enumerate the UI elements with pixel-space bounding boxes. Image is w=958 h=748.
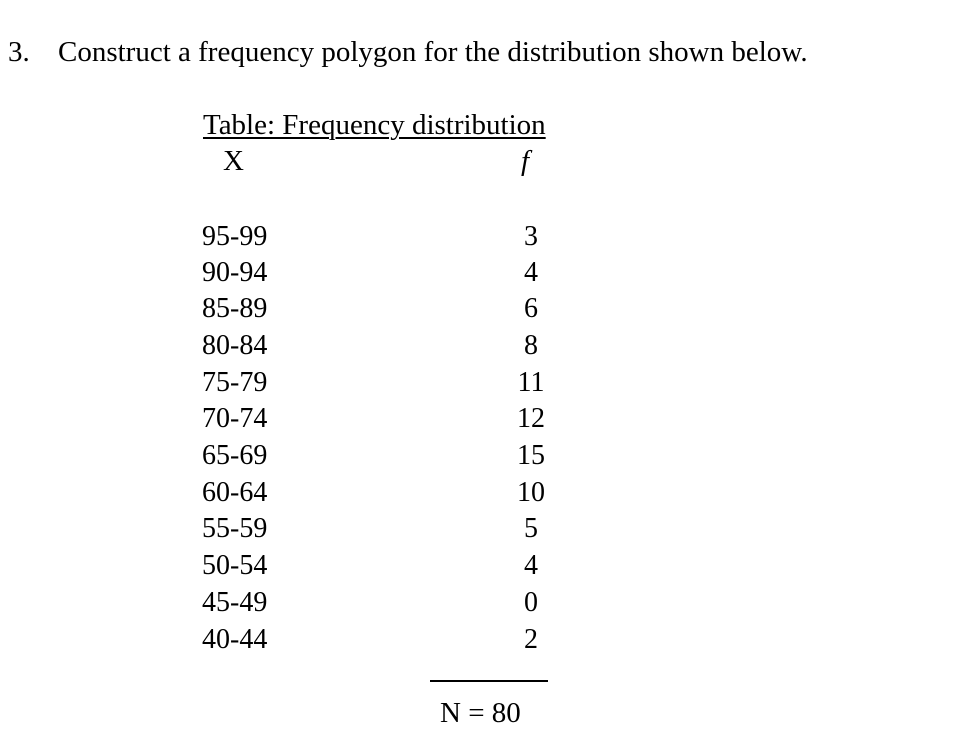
question-prompt: Construct a frequency polygon for the distribution shown below. (58, 36, 808, 68)
table-row (0, 328, 958, 364)
frequency-value: 10 (517, 477, 545, 508)
class-interval: 60-64 (202, 477, 268, 508)
table-row (0, 475, 958, 511)
class-interval: 70-74 (202, 403, 268, 434)
frequency-value: 3 (524, 221, 538, 252)
column-header-x: X (223, 145, 244, 177)
frequency-value: 4 (524, 257, 538, 288)
table-row (0, 255, 958, 291)
total-divider (430, 680, 548, 682)
frequency-value: 8 (524, 330, 538, 361)
frequency-value: 0 (524, 587, 538, 618)
frequency-value: 6 (524, 293, 538, 324)
class-interval: 95-99 (202, 221, 268, 252)
table-row (0, 622, 958, 658)
frequency-value: 2 (524, 624, 538, 655)
question-text (8, 34, 808, 70)
table-row (0, 511, 958, 547)
table-row (0, 219, 958, 255)
table-row (0, 548, 958, 584)
class-interval: 55-59 (202, 513, 268, 544)
frequency-value: 5 (524, 513, 538, 544)
class-interval: 90-94 (202, 257, 268, 288)
table-row (0, 291, 958, 327)
frequency-value: 11 (517, 367, 545, 398)
class-interval: 45-49 (202, 587, 268, 618)
frequency-value: 15 (517, 440, 545, 471)
total-count: N = 80 (440, 697, 521, 729)
table-caption: Table: Frequency distribution (203, 109, 546, 141)
table-row (0, 365, 958, 401)
question-number: 3. (8, 36, 30, 68)
table-row (0, 585, 958, 621)
class-interval: 80-84 (202, 330, 268, 361)
class-interval: 50-54 (202, 550, 268, 581)
class-interval: 75-79 (202, 367, 268, 398)
frequency-value: 12 (517, 403, 545, 434)
table-row (0, 401, 958, 437)
class-interval: 40-44 (202, 624, 268, 655)
frequency-value: 4 (524, 550, 538, 581)
class-interval: 85-89 (202, 293, 268, 324)
table-row (0, 438, 958, 474)
class-interval: 65-69 (202, 440, 268, 471)
column-header-f: f (521, 145, 530, 177)
